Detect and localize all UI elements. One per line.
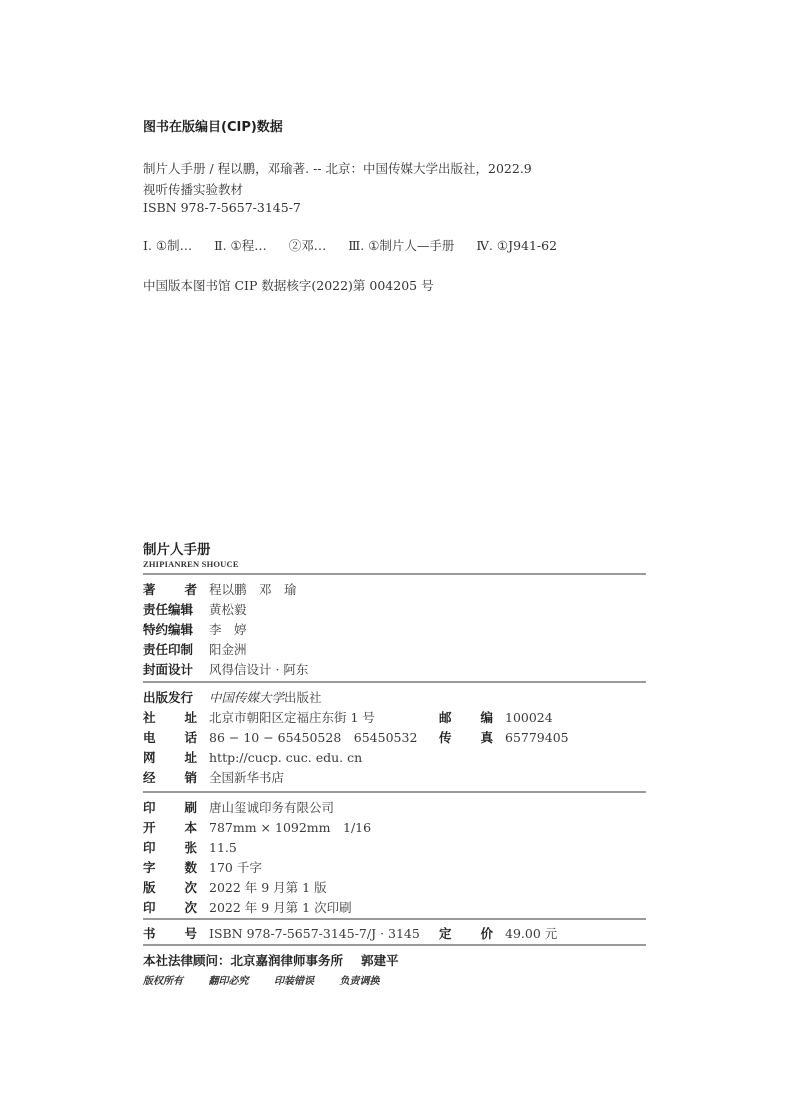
website-label: 网 址 — [143, 750, 197, 765]
publisher-row — [143, 688, 322, 706]
address-value: 北京市朝阳区定福庄东街 1 号 — [209, 710, 375, 725]
address-label: 社 址 — [143, 710, 197, 725]
printing-value: 唐山玺诚印务有限公司 — [209, 800, 335, 815]
cip-series-line: 视听传播实验教材 — [143, 182, 244, 197]
printing-row-edition — [143, 878, 327, 896]
cip-bibliographic-line: 制片人手册 / 程以鹏，邓瑜著. -- 北京：中国传媒大学出版社，2022.9 — [143, 161, 532, 176]
printing-value: 2022 年 9 月第 1 版 — [209, 880, 327, 895]
printing-label: 字 数 — [143, 860, 197, 875]
website-value: http://cucp. cuc. edu. cn — [209, 749, 363, 765]
price-value: 49.00 元 — [505, 926, 558, 941]
printing-row-sheets — [143, 838, 237, 856]
printing-row-format — [143, 818, 371, 836]
book-title: 制片人手册 — [143, 542, 211, 558]
publisher-website-row — [143, 748, 362, 766]
credit-label: 责任编辑 — [143, 602, 194, 617]
cip-heading: 图书在版编目(CIP)数据 — [143, 120, 283, 135]
divider-rule — [143, 791, 646, 793]
distributor-label: 经 销 — [143, 770, 197, 785]
printing-label: 印 次 — [143, 900, 197, 915]
printing-value: 11.5 — [209, 839, 237, 855]
credit-label: 著 者 — [143, 582, 197, 597]
credit-row-cover-design — [143, 660, 308, 678]
publisher-address-row — [143, 708, 646, 726]
cip-class-4: Ⅲ. ①制片人—手册 — [348, 238, 455, 253]
credit-row-special-editor — [143, 620, 247, 638]
cip-classification — [143, 236, 575, 254]
phone-label: 电 话 — [143, 730, 197, 745]
cip-class-3: ②邓… — [288, 238, 327, 253]
printing-label: 版 次 — [143, 880, 197, 895]
credit-value: 李 婷 — [209, 622, 247, 637]
printing-value: 170 千字 — [209, 860, 262, 875]
credit-value: 黄松毅 — [209, 602, 247, 617]
cip-class-2: Ⅱ. ①程… — [214, 238, 267, 253]
publisher-name: 中国传媒大学出版社 — [209, 690, 322, 705]
credit-row-editor — [143, 600, 247, 618]
printing-row-printer — [143, 798, 334, 816]
isbn-label: 书 号 — [143, 926, 197, 941]
printing-row-impression — [143, 898, 352, 916]
postcode-value: 100024 — [505, 709, 553, 725]
fax-group — [439, 728, 569, 746]
publisher-logo: 中国传媒大学 — [209, 690, 285, 705]
fax-label: 传 真 — [439, 730, 493, 745]
lawyer-name: 郭建平 — [361, 953, 399, 968]
price-label: 定 价 — [439, 926, 493, 941]
credit-label: 封面设计 — [143, 662, 194, 677]
credit-row-print-manager — [143, 640, 247, 658]
publisher-phone-row — [143, 728, 646, 746]
printing-label: 开 本 — [143, 820, 197, 835]
credit-value: 程以鹏 邓 瑜 — [209, 582, 297, 597]
printing-label: 印 刷 — [143, 800, 197, 815]
divider-rule — [143, 681, 646, 683]
credit-row-author — [143, 580, 297, 598]
credit-value: 阳金洲 — [209, 642, 247, 657]
distributor-value: 全国新华书店 — [209, 770, 285, 785]
postcode-label: 邮 编 — [439, 710, 493, 725]
printing-value: 2022 年 9 月第 1 次印刷 — [209, 900, 352, 915]
printing-label: 印 张 — [143, 840, 197, 855]
divider-rule — [143, 918, 646, 920]
printing-row-wordcount — [143, 858, 262, 876]
divider-rule — [143, 573, 646, 575]
credit-value: 风得信设计 · 阿东 — [209, 662, 309, 677]
credit-label: 特约编辑 — [143, 622, 194, 637]
postcode-group — [439, 708, 553, 726]
phone-value: 86 − 10 − 65450528 65450532 — [209, 730, 418, 745]
divider-rule — [143, 944, 646, 946]
price-group — [439, 924, 557, 942]
cip-class-5: Ⅳ. ①J941-62 — [476, 238, 558, 253]
book-pinyin: ZHIPIANREN SHOUCE — [143, 559, 239, 569]
cip-isbn-line: ISBN 978-7-5657-3145-7 — [143, 200, 301, 215]
publisher-label: 出版发行 — [143, 690, 194, 705]
rights-notice: 版权所有 翻印必究 印装错误 负责调换 — [143, 976, 380, 987]
printing-value: 787mm × 1092mm 1/16 — [209, 820, 372, 835]
legal-counsel: 本社法律顾问：北京嘉润律师事务所 郭建平 — [143, 953, 399, 968]
isbn-row — [143, 924, 646, 942]
cip-record-number: 中国版本图书馆 CIP 数据核字(2022)第 004205 号 — [143, 278, 434, 293]
isbn-value: ISBN 978-7-5657-3145-7/J · 3145 — [209, 925, 420, 941]
publisher-distributor-row — [143, 768, 284, 786]
fax-value: 65779405 — [505, 729, 569, 745]
cip-class-1: Ⅰ. ①制… — [143, 238, 193, 253]
credit-label: 责任印制 — [143, 642, 194, 657]
